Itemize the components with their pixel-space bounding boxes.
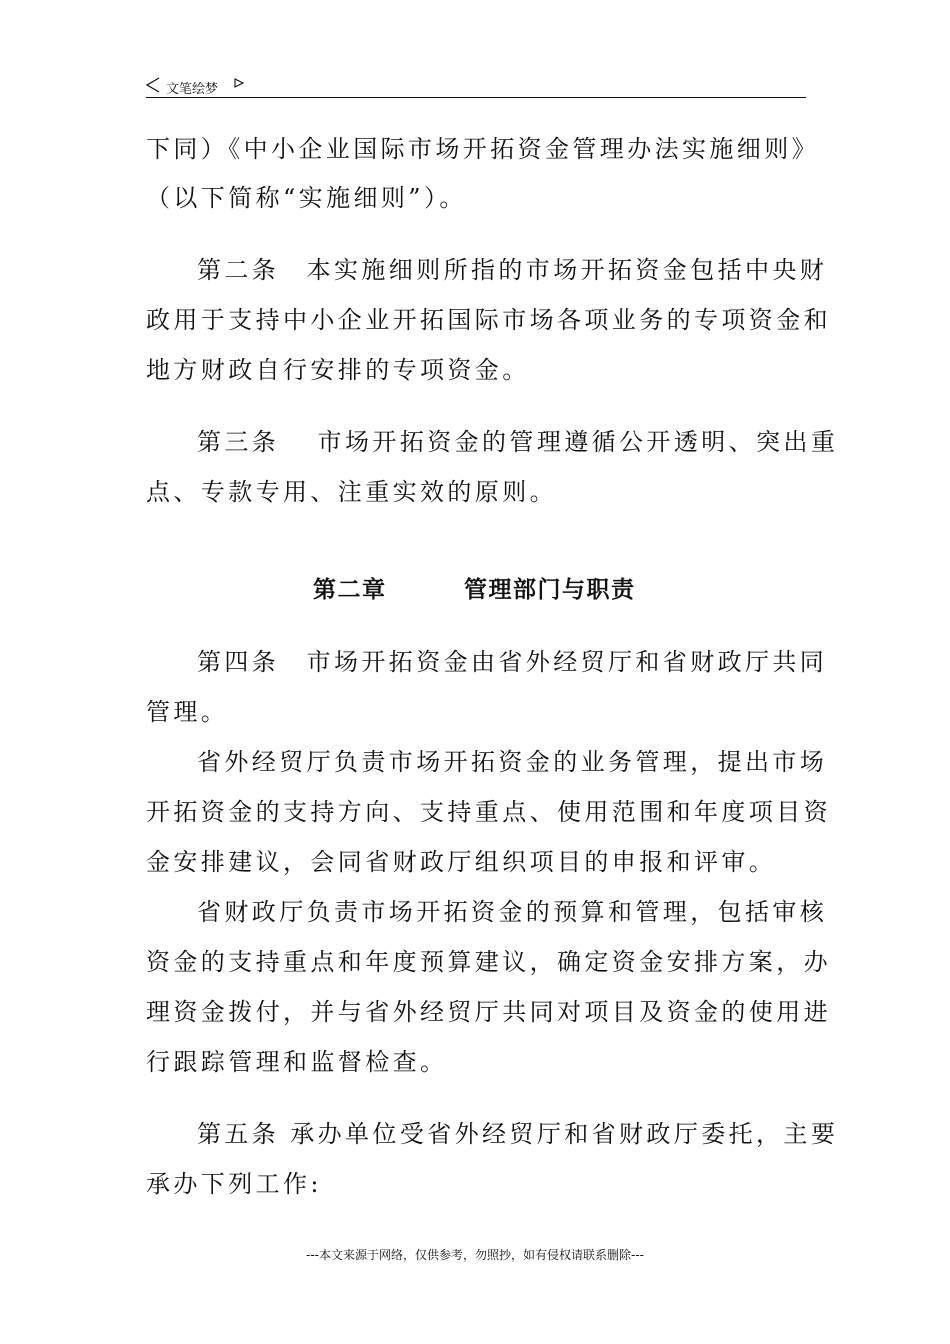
text-line: 理资金拨付，并与省外经贸厅共同对项目及资金的使用进: [146, 998, 831, 1026]
text-line: 金安排建议，会同省财政厅组织项目的申报和评审。: [146, 848, 777, 876]
chapter-number: 第二章: [313, 577, 387, 603]
header-divider: [146, 97, 806, 98]
chapter-title: 管理部门与职责: [464, 577, 636, 603]
header-brand: 文笔绘梦: [166, 82, 219, 97]
article-4-heading-line: 第四条 市场开拓资金由省外经贸厅和省财政厅共同: [197, 648, 828, 676]
text-line: 政用于支持中小企业开拓国际市场各项业务的专项资金和: [146, 306, 831, 334]
text-line: （以下简称“实施细则”）。: [146, 184, 467, 212]
paragraph-first-line: 省财政厅负责市场开拓资金的预算和管理，包括审核: [197, 898, 828, 926]
text-line: 行跟踪管理和监督检查。: [146, 1048, 448, 1076]
text-line: 管理。: [146, 698, 229, 726]
text-line: 承办下列工作:: [146, 1170, 322, 1198]
text-line: 点、专款专用、注重实效的原则。: [146, 478, 557, 506]
paragraph-first-line: 省外经贸厅负责市场开拓资金的业务管理，提出市场: [197, 748, 828, 776]
text-line: 开拓资金的支持方向、支持重点、使用范围和年度项目资: [146, 798, 831, 826]
article-3-heading-line: 第三条 市场开拓资金的管理遵循公开透明、突出重: [197, 428, 839, 456]
footer-disclaimer: ---本文来源于网络，仅供参考，勿照抄，如有侵权请联系删除---: [306, 1248, 644, 1262]
page-header: [146, 74, 806, 98]
triangle-right-icon: [234, 78, 244, 88]
article-2-heading-line: 第二条 本实施细则所指的市场开拓资金包括中央财: [197, 256, 828, 284]
text-line: 资金的支持重点和年度预算建议，确定资金安排方案，办: [146, 948, 831, 976]
text-line: 下同）《中小企业国际市场开拓资金管理办法实施细则》: [146, 135, 819, 163]
text-line: 地方财政自行安排的专项资金。: [146, 356, 530, 384]
article-5-heading-line: 第五条 承办单位受省外经贸厅和省财政厅委托，主要: [197, 1120, 839, 1148]
triangle-left-icon: [146, 77, 160, 93]
